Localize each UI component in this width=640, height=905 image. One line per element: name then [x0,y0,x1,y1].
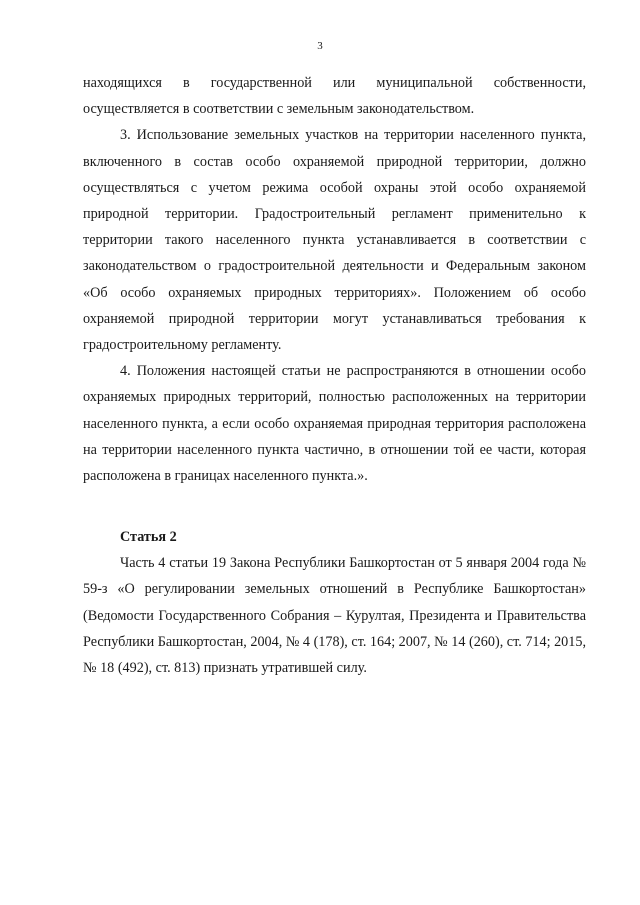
document-body [83,70,586,681]
article-2-heading: Статья 2 [120,529,177,546]
article-2-text: Часть 4 статьи 19 Закона Республики Башкортостан от 5 января 2004 года № 59-з «О регулировании земельных отношений в Республике Башкортостан» (Ведомости Государственного Собрания – Курултая, Президента и Правительства Республики Башкортостан, 2004, № 4 (178), ст. 164; 2007, № 14 (260), ст. 714; 2015, № 18 (492), ст. 813) признать утратившей силу. [83,555,587,677]
paragraph-item-4: 4. Положения настоящей статьи не распространяются в отношении особо охраняемых природных территорий, полностью расположенных на территории населенного пункта, а если особо охраняемая природная территория расположена на территории населенного пункта частично, в отношении той ее части, которая расположена в границах населенного пункта.». [83,363,586,485]
page-number: 3 [317,40,323,52]
paragraph-continuation: находящихся в государственной или муниципальной собственности, осуществляется в соответствии с земельным законодательством. [83,75,586,118]
paragraph-item-3: 3. Использование земельных участков на территории населенного пункта, включенного в состав особо охраняемой природной территории, должно осуществляться с учетом режима особой охраны этой особо охраняемой природной территории. Градостроительный регламент применительно к территории такого населенного пункта устанавливается в соответствии с законодательством о градостроительной деятельности и Федеральным законом «Об особо охраняемых природных территориях». Положением об особо охраняемой природной территории могут устанавливаться требования к градостроительному регламенту. [83,127,586,354]
